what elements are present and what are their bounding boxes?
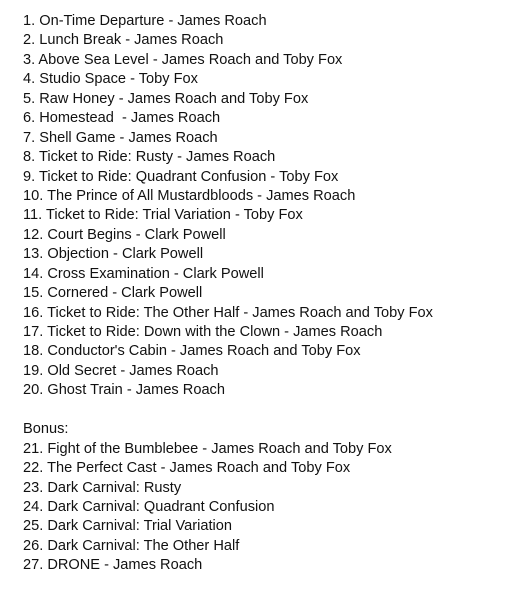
bonus-track-item: 22. The Perfect Cast - James Roach and Toby Fox: [23, 460, 351, 477]
track-item: 18. Conductor's Cabin - James Roach and Toby Fox: [23, 343, 361, 360]
bonus-section: [23, 420, 513, 576]
track-item: 13. Objection - Clark Powell: [23, 246, 204, 263]
bonus-track-item: 23. Dark Carnival: Rusty: [23, 479, 182, 496]
track-item: 1. On-Time Departure - James Roach: [23, 13, 267, 29]
track-item: 20. Ghost Train - James Roach: [23, 382, 225, 399]
bonus-track-item: 26. Dark Carnival: The Other Half: [23, 537, 240, 554]
track-item: 15. Cornered - Clark Powell: [23, 285, 203, 302]
track-item: 4. Studio Space - Toby Fox: [23, 71, 198, 88]
track-item: 2. Lunch Break - James Roach: [23, 32, 224, 49]
bonus-track-item: 25. Dark Carnival: Trial Variation: [23, 518, 232, 535]
track-item: 17. Ticket to Ride: Down with the Clown - James Roach: [23, 324, 383, 340]
bonus-track-item: 21. Fight of the Bumblebee - James Roach and Toby Fox: [23, 440, 392, 457]
track-item: 14. Cross Examination - Clark Powell: [23, 265, 264, 282]
track-item: 8. Ticket to Ride: Rusty - James Roach: [23, 149, 276, 166]
section-spacer: [23, 401, 513, 420]
track-item: 3. Above Sea Level - James Roach and Toby Fox: [23, 51, 343, 68]
track-item: 10. The Prince of All Mustardbloods - James Roach: [23, 187, 356, 204]
track-item: 12. Court Begins - Clark Powell: [23, 226, 226, 243]
track-item: 6. Homestead - James Roach: [23, 110, 221, 127]
bonus-heading: Bonus:: [23, 421, 69, 438]
track-item: 19. Old Secret - James Roach: [23, 362, 219, 379]
track-item: 5. Raw Honey - James Roach and Toby Fox: [23, 90, 309, 107]
bonus-track-item: 24. Dark Carnival: Quadrant Confusion: [23, 498, 275, 515]
track-item: 16. Ticket to Ride: The Other Half - James Roach and Toby Fox: [23, 304, 433, 321]
tracklist-document: [23, 12, 513, 576]
bonus-track-item: 27. DRONE - James Roach: [23, 557, 203, 574]
track-item: 9. Ticket to Ride: Quadrant Confusion - Toby Fox: [23, 168, 339, 185]
main-tracklist: [23, 12, 513, 401]
track-item: 11. Ticket to Ride: Trial Variation - Toby Fox: [23, 207, 303, 224]
track-item: 7. Shell Game - James Roach: [23, 129, 218, 146]
